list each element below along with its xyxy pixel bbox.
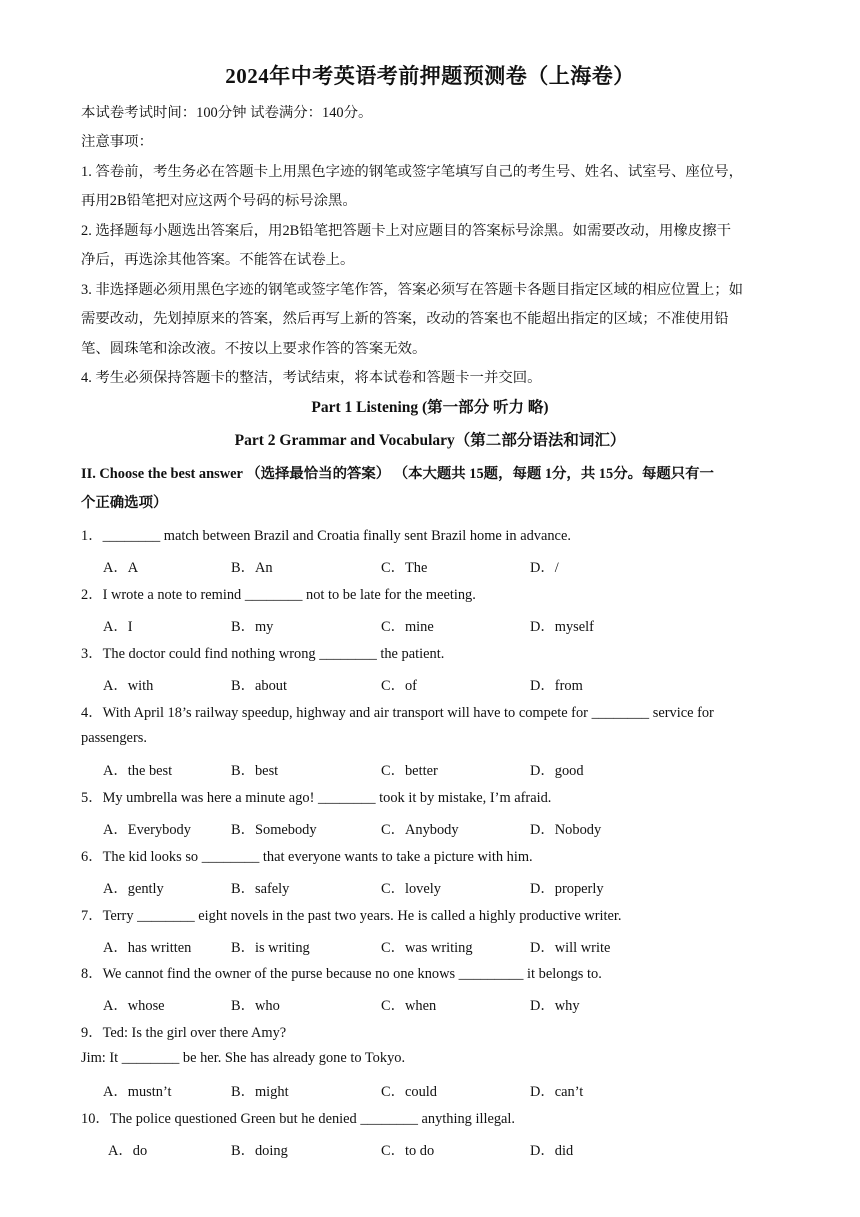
question-stem: 10．The police questioned Green but he denied ________ anything illegal. bbox=[81, 1111, 516, 1127]
question-stem: 4．With April 18’s railway speedup, highway and air transport will have to compete for ________ service for bbox=[81, 705, 714, 721]
answer-option: D．/ bbox=[530, 560, 559, 576]
answer-option: B．who bbox=[231, 998, 280, 1014]
answer-option: B．my bbox=[231, 619, 274, 635]
answer-option: B．is writing bbox=[231, 940, 310, 956]
answer-option: D．will write bbox=[530, 940, 611, 956]
section-heading-cont: 个正确选项） bbox=[81, 495, 168, 511]
answer-option: C．when bbox=[381, 998, 437, 1014]
question-stem: 8．We cannot find the owner of the purse because no one knows _________ it belongs to. bbox=[81, 966, 602, 982]
answer-option: B．best bbox=[231, 763, 279, 779]
answer-option: C．of bbox=[381, 678, 417, 694]
answer-option: A．do bbox=[108, 1143, 148, 1159]
question-stem: 1．________ match between Brazil and Croatia finally sent Brazil home in advance. bbox=[81, 528, 571, 544]
question-stem: 6．The kid looks so ________ that everyone wants to take a picture with him. bbox=[81, 849, 533, 865]
question-stem: 2．I wrote a note to remind ________ not to be late for the meeting. bbox=[81, 587, 476, 603]
answer-option: A．mustn’t bbox=[103, 1084, 172, 1100]
answer-option: C．better bbox=[381, 763, 438, 779]
answer-option: D．myself bbox=[530, 619, 594, 635]
note-line: 2. 选择题每小题选出答案后，用2B铅笔把答题卡上对应题目的答案标号涂黑。如需要改动，用橡皮擦干 bbox=[81, 223, 731, 239]
answer-option: A．Everybody bbox=[103, 822, 191, 838]
note-line: 需要改动，先划掉原来的答案，然后再写上新的答案，改动的答案也不能超出指定的区域；不准使用铅 bbox=[81, 311, 729, 327]
answer-option: D．good bbox=[530, 763, 584, 779]
section-heading: II. Choose the best answer （选择最恰当的答案） （本大题共 15题，每题 1分，共 15分。每题只有一 bbox=[81, 466, 714, 482]
answer-option: D．from bbox=[530, 678, 583, 694]
note-line: 净后，再选涂其他答案。不能答在试卷上。 bbox=[81, 252, 355, 268]
question-stem: 3．The doctor could find nothing wrong ________ the patient. bbox=[81, 646, 445, 662]
answer-option: D．properly bbox=[530, 881, 604, 897]
answer-option: C．was writing bbox=[381, 940, 473, 956]
question-stem: 9．Ted: Is the girl over there Amy? bbox=[81, 1025, 287, 1041]
note-line: 笔、圆珠笔和涂改液。不按以上要求作答的答案无效。 bbox=[81, 341, 427, 357]
answer-option: D．why bbox=[530, 998, 580, 1014]
note-line: 1. 答卷前，考生务必在答题卡上用黑色字迹的钢笔或签字笔填写自己的考生号、姓名、试室号、座位号， bbox=[81, 164, 743, 180]
question-stem: 7．Terry ________ eight novels in the past two years. He is called a highly productive writer. bbox=[81, 908, 622, 924]
answer-option: B．An bbox=[231, 560, 273, 576]
answer-option: C．The bbox=[381, 560, 428, 576]
answer-option: A．with bbox=[103, 678, 154, 694]
answer-option: B．about bbox=[231, 678, 287, 694]
part2-heading: Part 2 Grammar and Vocabulary（第二部分语法和词汇） bbox=[234, 432, 626, 449]
answer-option: B．doing bbox=[231, 1143, 288, 1159]
answer-option: A．the best bbox=[103, 763, 173, 779]
answer-option: C．could bbox=[381, 1084, 437, 1100]
answer-option: A．whose bbox=[103, 998, 165, 1014]
question-stem: 5．My umbrella was here a minute ago! ________ took it by mistake, I’m afraid. bbox=[81, 790, 552, 806]
answer-option: B．safely bbox=[231, 881, 290, 897]
answer-option: C．mine bbox=[381, 619, 434, 635]
answer-option: A．A bbox=[103, 560, 139, 576]
exam-info: 本试卷考试时间：100分钟 试卷满分：140分。 bbox=[81, 105, 373, 121]
answer-option: C．Anybody bbox=[381, 822, 459, 838]
answer-option: B．might bbox=[231, 1084, 289, 1100]
answer-option: A．has written bbox=[103, 940, 192, 956]
question-stem-cont: Jim: It ________ be her. She has already gone to Tokyo. bbox=[81, 1050, 406, 1066]
page-title: 2024年中考英语考前押题预测卷（上海卷） bbox=[225, 64, 635, 88]
note-line: 3. 非选择题必须用黑色字迹的钢笔或签字笔作答，答案必须写在答题卡各题目指定区域的相应位置上；如 bbox=[81, 282, 743, 298]
note-line: 再用2B铅笔把对应这两个号码的标号涂黑。 bbox=[81, 193, 357, 209]
answer-option: C．to do bbox=[381, 1143, 435, 1159]
answer-option: D．did bbox=[530, 1143, 574, 1159]
answer-option: B．Somebody bbox=[231, 822, 317, 838]
notes-heading: 注意事项： bbox=[81, 134, 153, 150]
part1-heading: Part 1 Listening (第一部分 听力 略) bbox=[311, 399, 549, 416]
answer-option: D．can’t bbox=[530, 1084, 584, 1100]
answer-option: C．lovely bbox=[381, 881, 441, 897]
answer-option: A．gently bbox=[103, 881, 164, 897]
answer-option: A．I bbox=[103, 619, 133, 635]
note-line: 4. 考生必须保持答题卡的整洁，考试结束，将本试卷和答题卡一并交回。 bbox=[81, 370, 542, 386]
answer-option: D．Nobody bbox=[530, 822, 602, 838]
question-stem-cont: passengers. bbox=[81, 730, 147, 746]
